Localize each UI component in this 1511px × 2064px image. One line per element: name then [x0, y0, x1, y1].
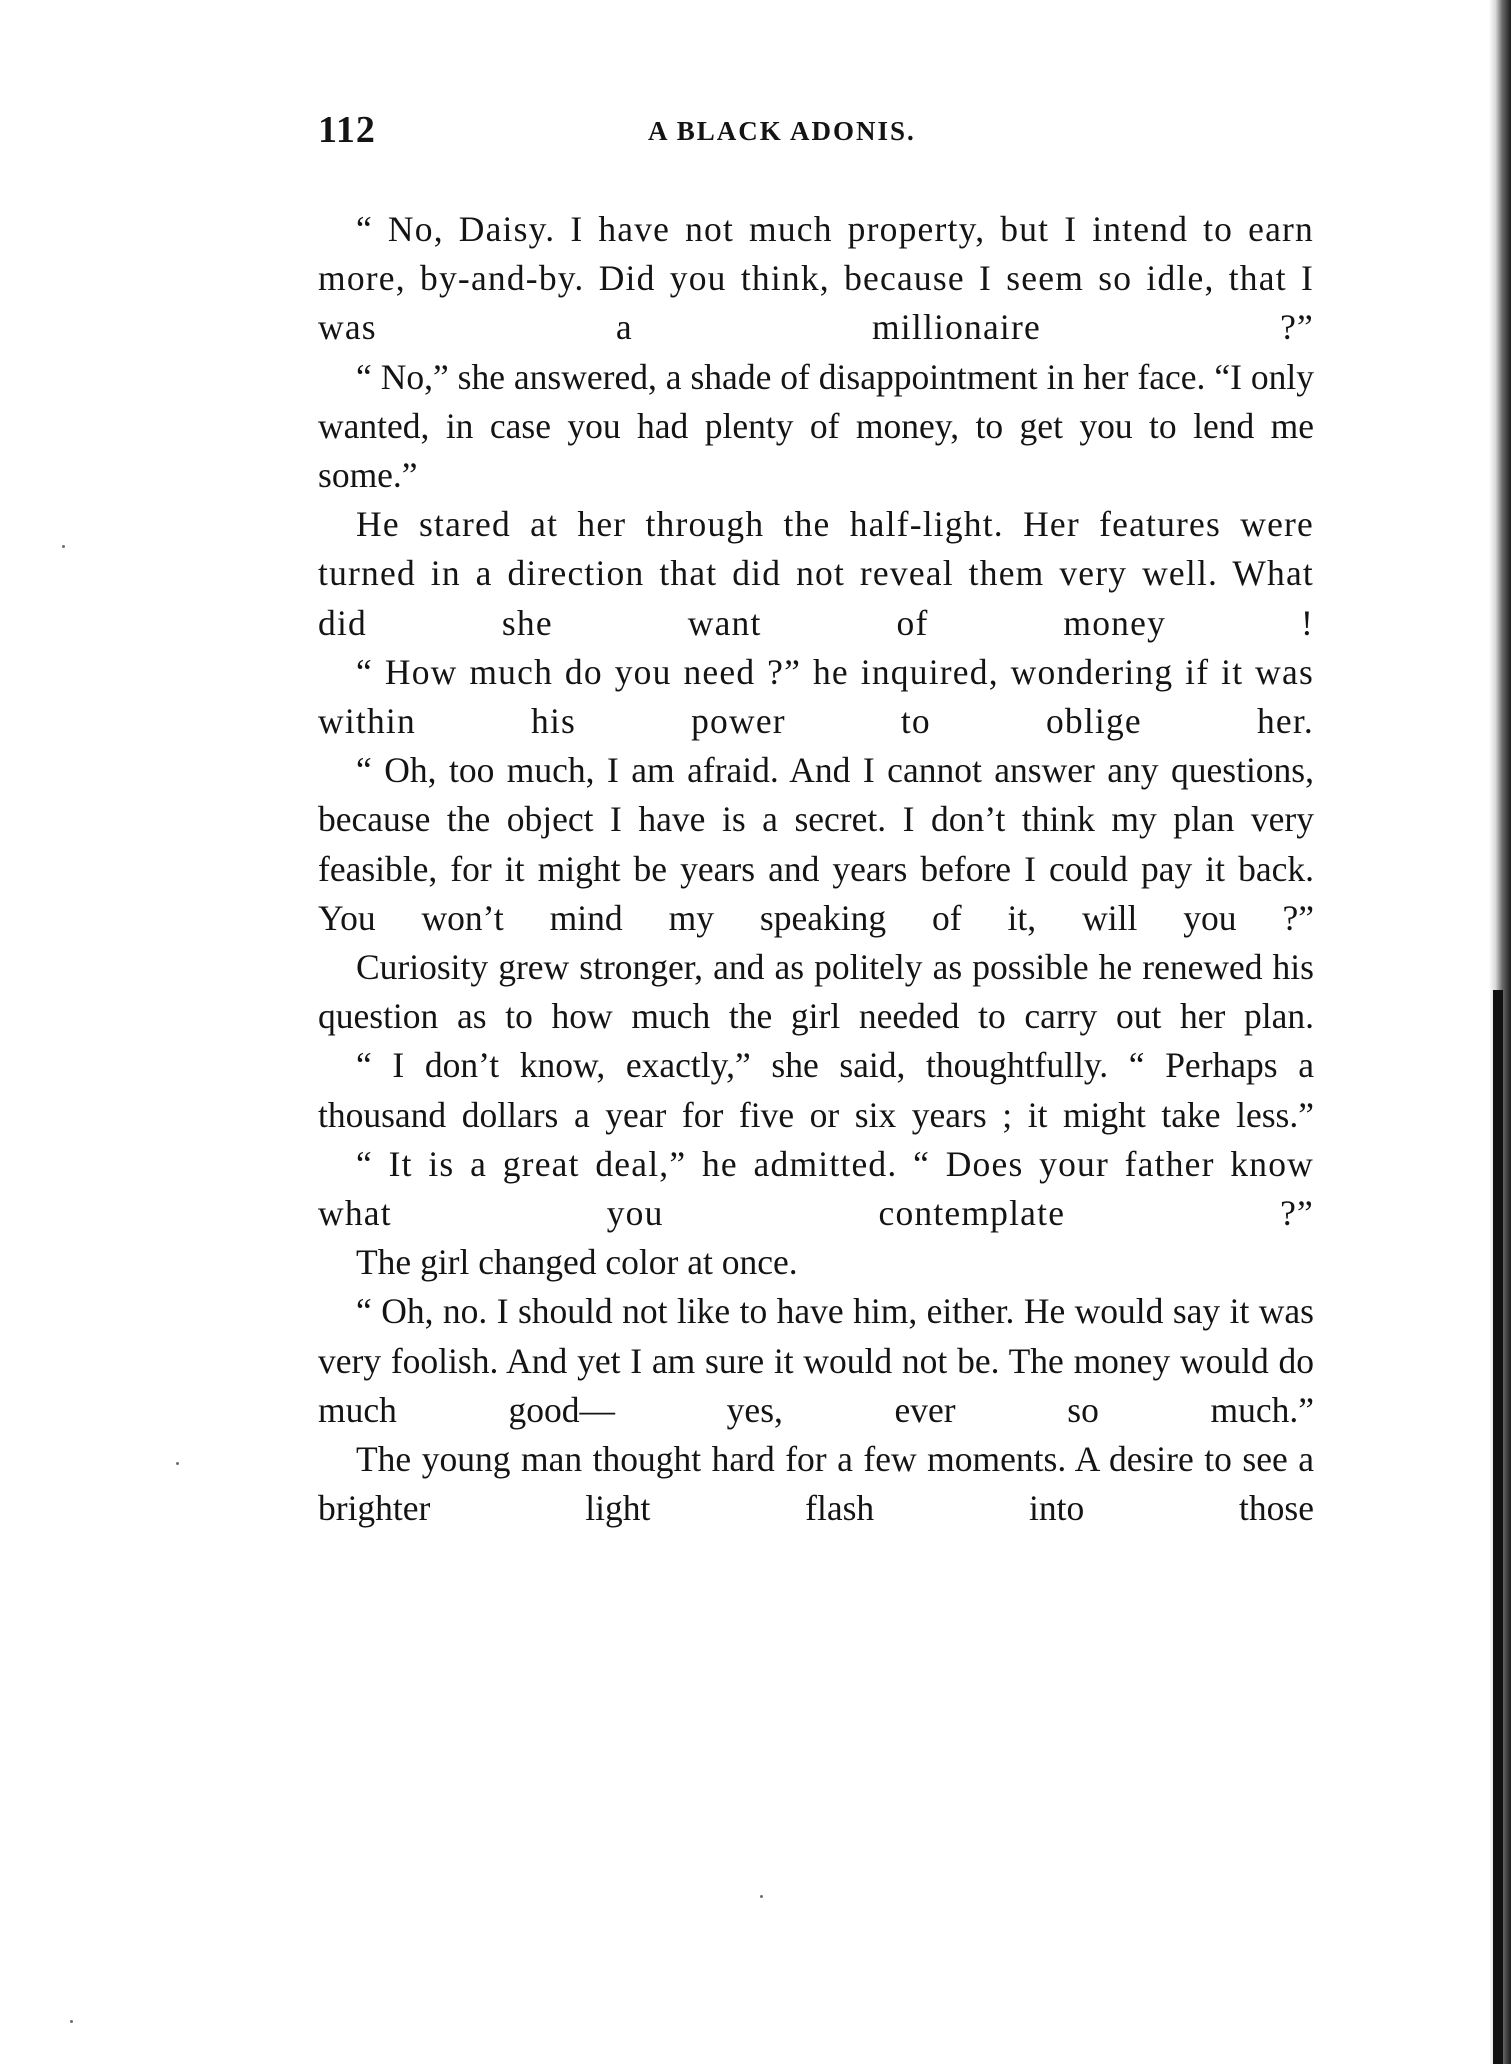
paragraph: Curiosity grew stronger, and as politely as possible he renewed his question as to how much the girl needed to carry out her plan. — [318, 947, 1314, 1037]
paper-speck — [176, 1462, 179, 1465]
paragraph: “ Oh, too much, I am afraid. And I cannot answer any questions, because the object I have is a secret. I don’t think my plan very feasible, for it might be years and years before I could pay it back. You won’t mind my speaking of it, will you ?” — [318, 750, 1314, 938]
paragraph: “ No, Daisy. I have not much property, but I intend to earn more, by-and-by. Did you think, because I seem so idle, that I was a millionaire ?” — [318, 209, 1314, 348]
paper-speck — [62, 545, 65, 548]
page-number: 112 — [318, 109, 376, 151]
paragraph: “ It is a great deal,” he admitted. “ Does your father know what you contemplate ?” — [318, 1143, 1314, 1234]
paragraph: “ How much do you need ?” he inquired, wondering if it was within his power to oblige her. — [318, 651, 1314, 742]
body-text — [318, 205, 1314, 1533]
paragraph: “ Oh, no. I should not like to have him, either. He would say it was very foolish. And yet I am sure it would not be. The money would do much good— yes, ever so much.” — [318, 1291, 1314, 1430]
paragraph: “ No,” she answered, a shade of disappointment in her face. “I only wanted, in case you had plenty of money, to get you to lend me some.” — [318, 356, 1314, 496]
running-head: A BLACK ADONIS. — [648, 116, 916, 146]
page-binding-shadow — [1493, 990, 1503, 2064]
paper-speck — [70, 2020, 73, 2023]
paragraph: “ I don’t know, exactly,” she said, thoughtfully. “ Perhaps a thousand dollars a year for five or six years ; it might take less.” — [318, 1045, 1314, 1135]
paragraph: The girl changed color at once. — [356, 1242, 798, 1283]
paper-speck — [760, 1895, 763, 1898]
page-header — [318, 108, 1314, 158]
paragraph: He stared at her through the half-light. Her features were turned in a direction that did not reveal them very well. What did she want of money ! — [318, 504, 1314, 643]
paragraph: The young man thought hard for a few moments. A desire to see a brighter light flash into those — [318, 1439, 1314, 1529]
